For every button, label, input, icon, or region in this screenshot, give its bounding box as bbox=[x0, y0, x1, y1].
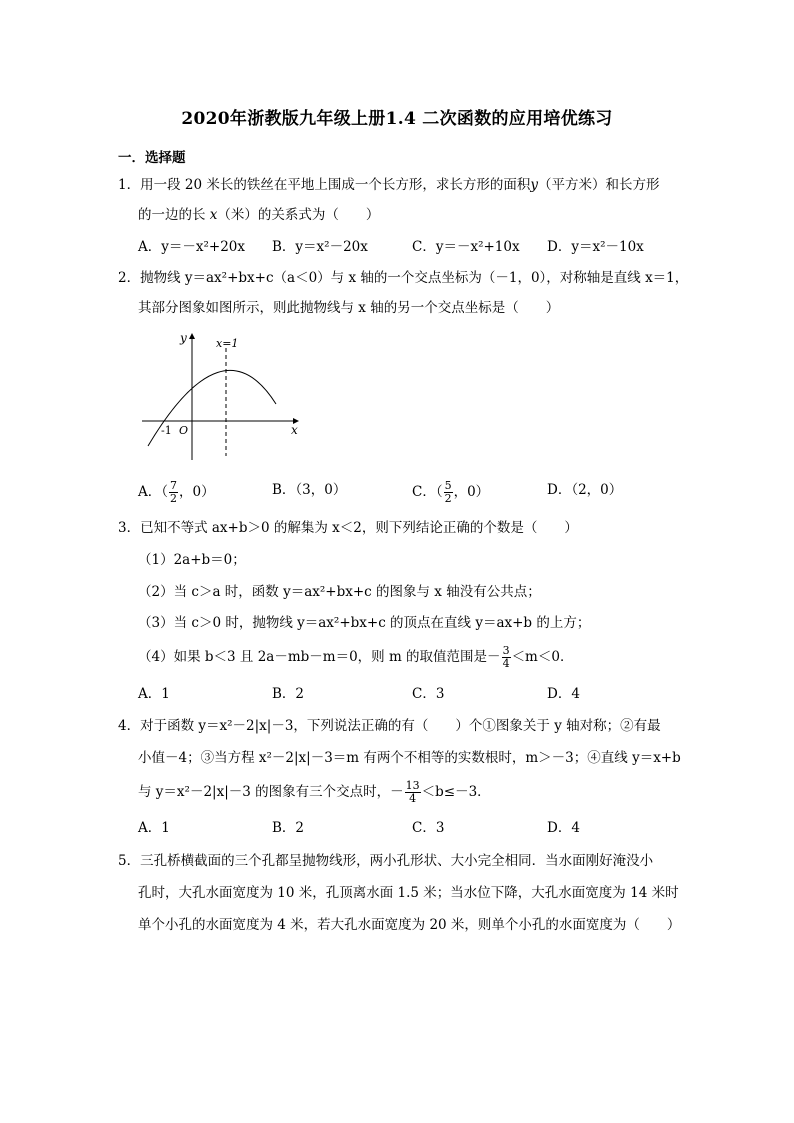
q3-option-c[interactable]: C．3 bbox=[412, 686, 445, 702]
q4-l3-suffix: ＜b≤－3． bbox=[421, 784, 491, 800]
fraction-numerator: 7 bbox=[170, 479, 177, 492]
q3-s4-fraction bbox=[502, 645, 511, 670]
fraction-denominator: 4 bbox=[409, 792, 417, 805]
q1-option-a[interactable]: A．y＝－x²+20x bbox=[138, 239, 246, 255]
q2-line1: 2．抛物线 y＝ax²+bx+c（a＜0）与 x 轴的一个交点坐标为（－1，0），对称轴是直线 x＝1， bbox=[118, 270, 689, 286]
q4-option-c[interactable]: C．3 bbox=[412, 820, 445, 836]
q1-var-x: x bbox=[209, 207, 218, 223]
q3-option-b[interactable]: B．2 bbox=[272, 686, 305, 702]
fraction-numerator: 3 bbox=[502, 644, 510, 657]
q1-option-d[interactable]: D．y＝x²－10x bbox=[547, 239, 644, 255]
q2-c-prefix: C．（ bbox=[412, 484, 443, 500]
q1-var-y: y bbox=[530, 177, 538, 193]
q3-s4-prefix: （4）如果 b＜3 且 2a－mb－m＝0，则 m 的取值范围是－ bbox=[138, 649, 501, 665]
parabola-figure bbox=[138, 328, 308, 468]
page-title: 2020年浙教版九年级上册1.4 二次函数的应用培优练习 bbox=[181, 109, 613, 129]
q3-option-d[interactable]: D．4 bbox=[547, 686, 580, 702]
q4-line1: 4．对于函数 y＝x²－2|x|－3，下列说法正确的有（ ）个①图象关于 y 轴对称；②有最 bbox=[118, 718, 661, 734]
q4-fraction bbox=[405, 780, 421, 805]
minus-one-label: -1 bbox=[161, 424, 172, 437]
q4-l3-prefix: 与 y＝x²－2|x|－3 的图象有三个交点时，－ bbox=[138, 784, 404, 800]
q2-c-fraction bbox=[444, 480, 453, 505]
q2-option-b[interactable]: B．（3，0） bbox=[272, 482, 347, 498]
q1-option-c[interactable]: C．y＝－x²+10x bbox=[412, 239, 520, 255]
q2-a-fraction bbox=[169, 480, 178, 505]
q2-option-c[interactable] bbox=[412, 480, 489, 505]
q3-statement-3: （3）当 c＞0 时，抛物线 y＝ax²+bx+c 的顶点在直线 y＝ax+b 的上方； bbox=[138, 615, 591, 631]
q2-a-suffix: ，0） bbox=[179, 484, 215, 500]
fraction-denominator: 2 bbox=[444, 492, 452, 505]
q3-statement-1: （1）2a+b＝0； bbox=[138, 552, 246, 568]
q2-c-suffix: ，0） bbox=[453, 484, 490, 500]
q1-line2 bbox=[138, 205, 379, 225]
q3-line1: 3．已知不等式 ax+b＞0 的解集为 x＜2，则下列结论正确的个数是（ ） bbox=[118, 520, 578, 536]
q2-line2: 其部分图象如图所示，则此抛物线与 x 轴的另一个交点坐标是（ ） bbox=[138, 300, 560, 316]
fraction-numerator: 5 bbox=[444, 479, 452, 492]
q1-text-1: 1．用一段 20 米长的铁丝在平地上围成一个长方形，求长方形的面积 bbox=[118, 177, 531, 193]
q2-option-a[interactable] bbox=[138, 480, 215, 505]
q5-line3: 单个小孔的水面宽度为 4 米，若大孔水面宽度为 20 米，则单个小孔的水面宽度为（ ） bbox=[138, 917, 681, 933]
origin-label: O bbox=[179, 424, 189, 437]
fraction-numerator: 13 bbox=[405, 779, 420, 792]
fraction-denominator: 2 bbox=[170, 492, 177, 505]
q1-text-2b: （米）的关系式为（ ） bbox=[217, 207, 380, 223]
q4-option-d[interactable]: D．4 bbox=[547, 820, 580, 836]
q4-line2: 小值－4；③当方程 x²－2|x|－3＝m 有两个不相等的实数根时，m＞－3；④直线 y＝x+b bbox=[138, 750, 681, 766]
q2-option-d[interactable]: D．（2，0） bbox=[547, 482, 623, 498]
y-axis-label: y bbox=[180, 331, 187, 345]
q4-line3 bbox=[138, 780, 491, 805]
q3-option-a[interactable]: A．1 bbox=[138, 686, 170, 702]
q1-line1 bbox=[118, 175, 660, 195]
symmetry-axis-label: x=1 bbox=[216, 337, 239, 350]
x-axis-label: x bbox=[291, 423, 298, 437]
section-heading: 一．选择题 bbox=[118, 150, 186, 166]
q1-text-2a: 的一边的长 bbox=[138, 207, 206, 223]
q3-statement-4 bbox=[138, 645, 573, 670]
q4-option-b[interactable]: B．2 bbox=[272, 820, 305, 836]
q4-option-a[interactable]: A．1 bbox=[138, 820, 170, 836]
q2-a-prefix: A．（ bbox=[138, 484, 168, 500]
q3-statement-2: （2）当 c＞a 时，函数 y＝ax²+bx+c 的图象与 x 轴没有公共点； bbox=[138, 584, 541, 600]
q3-s4-suffix: ＜m＜0． bbox=[511, 649, 574, 665]
q1-text-1b: （平方米）和长方形 bbox=[538, 177, 660, 193]
q5-line1: 5．三孔桥横截面的三个孔都呈抛物线形，两小孔形状、大小完全相同．当水面刚好淹没小 bbox=[118, 853, 654, 869]
fraction-denominator: 4 bbox=[502, 657, 510, 670]
q1-option-b[interactable]: B．y＝x²－20x bbox=[272, 239, 368, 255]
q5-line2: 孔时，大孔水面宽度为 10 米，孔顶离水面 1.5 米；当水位下降，大孔水面宽度为 14 米时 bbox=[138, 885, 679, 901]
